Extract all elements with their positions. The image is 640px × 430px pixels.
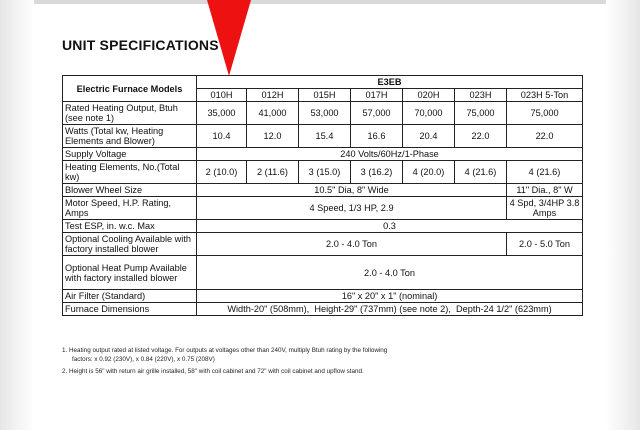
table-cell: 22.0 <box>507 125 583 148</box>
table-row <box>63 197 583 220</box>
table-row <box>63 220 583 233</box>
model-header: 012H <box>247 89 299 102</box>
model-header: 017H <box>351 89 403 102</box>
model-header: 023H 5-Ton <box>507 89 583 102</box>
model-header: 020H <box>403 89 455 102</box>
note-2: 2. Height is 56" with return air grille installed, 58" with coil cabinet and 72" with coil cabinet and upflow stand. <box>62 368 364 375</box>
table-cell: 4 (21.6) <box>507 161 583 184</box>
table-cell: 15.4 <box>299 125 351 148</box>
table-cell: 4 Speed, 1/3 HP, 2.9 <box>197 197 507 220</box>
table-cell: 75,000 <box>455 102 507 125</box>
table-cell: 75,000 <box>507 102 583 125</box>
table-row <box>63 161 583 184</box>
header-models-label: Electric Furnace Models <box>63 76 197 102</box>
table-row <box>63 256 583 290</box>
table-cell: 2 (10.0) <box>197 161 247 184</box>
table-cell: 20.4 <box>403 125 455 148</box>
red-arrow-pointer-shape <box>207 0 251 76</box>
table-cell: 0.3 <box>197 220 583 233</box>
unit-specifications-table <box>62 75 583 316</box>
table-cell: 4 (21.6) <box>455 161 507 184</box>
table-cell: 70,000 <box>403 102 455 125</box>
model-header: 023H <box>455 89 507 102</box>
row-label: Rated Heating Output, Btuh (see note 1) <box>63 102 197 125</box>
table-cell: 2.0 - 4.0 Ton <box>197 256 583 290</box>
table-cell: 240 Volts/60Hz/1-Phase <box>197 148 583 161</box>
table-cell: 16.6 <box>351 125 403 148</box>
table-cell: 2 (11.6) <box>247 161 299 184</box>
table-cell: 2.0 - 5.0 Ton <box>507 233 583 256</box>
table-row <box>63 148 583 161</box>
table-cell: 10.5" Dia, 8" Wide <box>197 184 507 197</box>
table-cell: 4 (20.0) <box>403 161 455 184</box>
row-label: Motor Speed, H.P. Rating, Amps <box>63 197 197 220</box>
table-cell: 41,000 <box>247 102 299 125</box>
table-row <box>63 303 583 316</box>
page-title: UNIT SPECIFICATIONS <box>62 37 219 53</box>
table-row <box>63 290 583 303</box>
row-label: Watts (Total kw, Heating Elements and Blower) <box>63 125 197 148</box>
table-cell: 16" x 20" x 1" (nominal) <box>197 290 583 303</box>
page-right-shadow <box>606 0 640 430</box>
table-cell: 53,000 <box>299 102 351 125</box>
table-cell: 11" Dia., 8" W <box>507 184 583 197</box>
table-cell: 22.0 <box>455 125 507 148</box>
table-cell: Width-20" (508mm), Height-29" (737mm) (see note 2), Depth-24 1/2" (623mm) <box>197 303 583 316</box>
table-row <box>63 233 583 256</box>
row-label: Optional Cooling Available with factory installed blower <box>63 233 197 256</box>
table-cell: 35,000 <box>197 102 247 125</box>
page-left-shadow <box>0 0 34 430</box>
table-cell: 57,000 <box>351 102 403 125</box>
row-label: Blower Wheel Size <box>63 184 197 197</box>
table-cell: 3 (15.0) <box>299 161 351 184</box>
header-series: E3EB <box>197 76 583 89</box>
row-label: Furnace Dimensions <box>63 303 197 316</box>
table-cell: 4 Spd, 3/4HP 3.8 Amps <box>507 197 583 220</box>
table-cell: 10.4 <box>197 125 247 148</box>
footnotes <box>62 346 582 376</box>
red-arrow-pointer-icon <box>207 0 251 76</box>
row-label: Optional Heat Pump Available with factory installed blower <box>63 256 197 290</box>
row-label: Supply Voltage <box>63 148 197 161</box>
row-label: Air Filter (Standard) <box>63 290 197 303</box>
table-row <box>63 102 583 125</box>
model-header: 010H <box>197 89 247 102</box>
table-row <box>63 125 583 148</box>
table-cell: 12.0 <box>247 125 299 148</box>
table-row <box>63 184 583 197</box>
row-label: Heating Elements, No.(Total kw) <box>63 161 197 184</box>
note-1-line-2: factors: x 0.92 (230V), x 0.84 (220V), x 0.75 (208V) <box>72 356 215 363</box>
table-cell: 3 (16.2) <box>351 161 403 184</box>
note-1-line-1: 1. Heating output rated at listed voltage. For outputs at voltages other than 240V, multiply Btuh rating by the following <box>62 347 388 354</box>
browser-top-strip <box>0 0 640 4</box>
row-label: Test ESP, in. w.c. Max <box>63 220 197 233</box>
model-header: 015H <box>299 89 351 102</box>
table-cell: 2.0 - 4.0 Ton <box>197 233 507 256</box>
